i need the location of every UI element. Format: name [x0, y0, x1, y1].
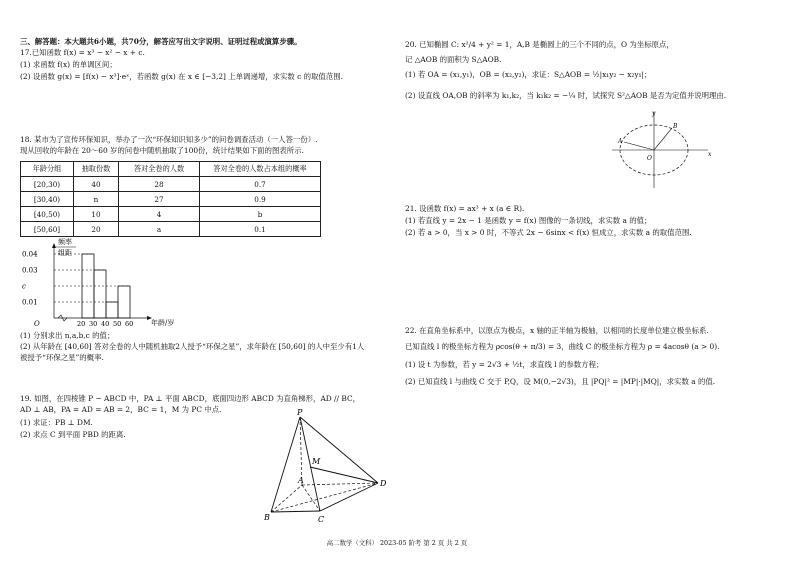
histogram-bar — [94, 270, 106, 318]
label-c: C — [318, 515, 325, 524]
table-cell: a — [119, 222, 200, 237]
table-cell: [30,40) — [21, 192, 74, 207]
q18-stem-line2: 现从回收的年龄在 20～60 岁的问卷中随机抽取了100份，统计结果如下面的图表所示. — [20, 146, 304, 155]
hist-origin: O — [34, 320, 40, 328]
q21-part2: (2) 若 a > 0，当 x > 0 时，不等式 2x − 6sinx < f(x) 恒成立，求实数 a 的取值范围. — [405, 228, 692, 237]
edge-pb — [271, 417, 300, 512]
hist-x-tick-label: 60 — [125, 320, 134, 328]
table-cell: [50,60] — [21, 222, 74, 237]
hist-y-arrow — [52, 243, 56, 248]
edge-pa-hidden — [300, 417, 302, 485]
q22-line2: 已知直线 l 的极坐标方程为 ρcos(θ + π/3) = 3，曲线 C 的极坐标方程为 ρ = 4acosθ (a > 0). — [405, 342, 720, 351]
hist-y-tick-label: c — [22, 282, 26, 291]
table-cell: b — [200, 207, 321, 222]
table-cell: 4 — [119, 207, 200, 222]
label-m: M — [312, 457, 321, 466]
frequency-histogram — [14, 236, 194, 328]
hist-x-tick-label: 30 — [89, 320, 98, 328]
q20-part2: (2) 设直线 OA,OB 的斜率为 k₁,k₂，当 k₁k₂ = −¼ 时，试探究 S²△AOB 是否为定值并说明理由. — [405, 91, 727, 100]
histogram-bar — [118, 286, 130, 318]
hist-y-tick-label: 0.03 — [22, 266, 38, 275]
diagonal-bd-hidden — [271, 483, 378, 512]
page-footer: 高二数学（文科） 2023-05 阶考 第 2 页 共 2 页 — [326, 539, 468, 547]
table-cell: n — [74, 192, 119, 207]
table-row — [21, 192, 321, 207]
q19-part2: (2) 求点 C 到平面 PBD 的距离. — [20, 430, 126, 439]
hist-x-tick-label: 40 — [101, 320, 110, 328]
table-row — [21, 222, 321, 237]
q19-line2: AD ⊥ AB，PA = AD = AB = 2，BC = 1，M 为 PC 中点. — [20, 405, 222, 414]
q17-part2: (2) 设函数 g(x) = [f(x) − x³]·eˣ，若函数 g(x) 在 x ∈ [−3,2] 上单调递增，求实数 c 的取值范围. — [20, 72, 343, 81]
ellipse-label-a: A — [618, 138, 623, 145]
table-cell: 27 — [119, 192, 200, 207]
q17-part1: (1) 求函数 f(x) 的单调区间； — [20, 60, 117, 69]
hist-ylabel-bottom: 组距 — [58, 249, 72, 257]
ellipse-label-y: y — [652, 110, 656, 117]
table-cell: 0.7 — [200, 177, 321, 192]
q20-line2: 记 △AOB 的面积为 S△AOB. — [405, 55, 502, 64]
q22-part1: (1) 设 t 为参数，若 y = 2√3 + ½t，求直线 l 的参数方程； — [405, 360, 604, 369]
label-a: A — [298, 476, 304, 485]
ellipse-label-b: B — [673, 123, 678, 130]
table-cell: 10 — [74, 207, 119, 222]
edge-cd — [320, 483, 378, 511]
q17-stem: 17.已知函数 f(x) = x³ − x² − x + c. — [20, 48, 145, 57]
table-cell: 28 — [119, 177, 200, 192]
hist-y-tick-label: 0.04 — [22, 250, 38, 259]
hist-y-tick-label: 0.01 — [22, 298, 38, 307]
q20-line1: 20. 已知椭圆 C: x²/4 + y² = 1，A,B 是椭圆上的三个不同的点，O 为坐标原点， — [405, 40, 674, 49]
table-cell: 0.9 — [200, 192, 321, 207]
edge-bc — [271, 511, 320, 512]
q21-stem: 21. 设函数 f(x) = ax³ + x (a ∈ R). — [405, 204, 525, 213]
section-title: 三、解答题：本大题共6小题，共70分，解答应写出文字说明、证明过程或演算步骤。 — [20, 37, 302, 46]
ellipse-label-o: O — [647, 155, 652, 162]
label-d: D — [380, 479, 387, 488]
q18-part2-line1: (2) 从年龄在 [40,60] 答对全卷的人中随机抽取2人授予“环保之星”，求年龄在 [50,60] 的人中至少有1人 — [20, 342, 365, 351]
table-cell: 0.1 — [200, 222, 321, 237]
hist-ylabel-top: 频率 — [58, 238, 72, 246]
q19-part1: (1) 求证：PB ⊥ DM. — [20, 418, 93, 427]
table-header: 年龄分组 — [21, 162, 74, 177]
hist-xlabel: 年龄/岁 — [151, 319, 175, 327]
q21-part1: (1) 若直线 y = 2x − 1 是函数 y = f(x) 图像的一条切线，求实数 a 的值； — [405, 216, 652, 225]
edge-ad-hidden — [302, 483, 378, 485]
hist-x-tick-label: 50 — [113, 320, 122, 328]
table-header: 答对全卷的人数 — [119, 162, 200, 177]
pyramid-figure — [258, 405, 398, 525]
q18-stem-line1: 18. 某市为了宣传环保知识，举办了一次“环保知识知多少”的问卷调查活动（一人答一份）. — [20, 135, 318, 144]
table-row — [21, 177, 321, 192]
table-cell: [40,50) — [21, 207, 74, 222]
label-p: P — [297, 408, 303, 417]
table-row — [21, 207, 321, 222]
q22-line1: 22. 在直角坐标系中，以原点为极点，x 轴的正半轴为极轴，以相同的长度单位建立极坐标系. — [405, 326, 709, 335]
table-cell: 40 — [74, 177, 119, 192]
segment-md — [310, 467, 378, 483]
q19-line1: 19. 如图，在四棱锥 P − ABCD 中，PA ⊥ 平面 ABCD，底面四边形 ABCD 为直角梯形，AD // BC， — [20, 394, 360, 403]
frequency-table — [20, 161, 321, 237]
table-cell: 20 — [74, 222, 119, 237]
ellipse-label-x: x — [708, 151, 712, 158]
q20-part1: (1) 若 OA = (x₁,y₁)，OB = (x₂,y₂)，求证：S△AOB = ½|x₁y₂ − x₂y₁|； — [405, 70, 652, 79]
q22-part2: (2) 已知直线 l 与曲线 C 交于 P,Q，设 M(0,−2√3)，且 |PQ|² = |MP|·|MQ|，求实数 a 的值. — [405, 377, 716, 386]
q18-part1: (1) 分别求出 n,a,b,c 的值； — [20, 331, 115, 340]
segment-ob — [654, 128, 672, 150]
q18-part2-line2: 被授予“环保之星”的概率. — [20, 353, 104, 362]
label-b: B — [264, 513, 270, 522]
histogram-bar — [106, 302, 118, 318]
segment-oa — [624, 142, 654, 150]
ellipse-figure — [612, 108, 722, 190]
table-header: 答对全卷的人数占本组的概率 — [200, 162, 321, 177]
table-cell: [20,30) — [21, 177, 74, 192]
table-header: 抽取份数 — [74, 162, 119, 177]
hist-x-tick-label: 20 — [77, 320, 86, 328]
